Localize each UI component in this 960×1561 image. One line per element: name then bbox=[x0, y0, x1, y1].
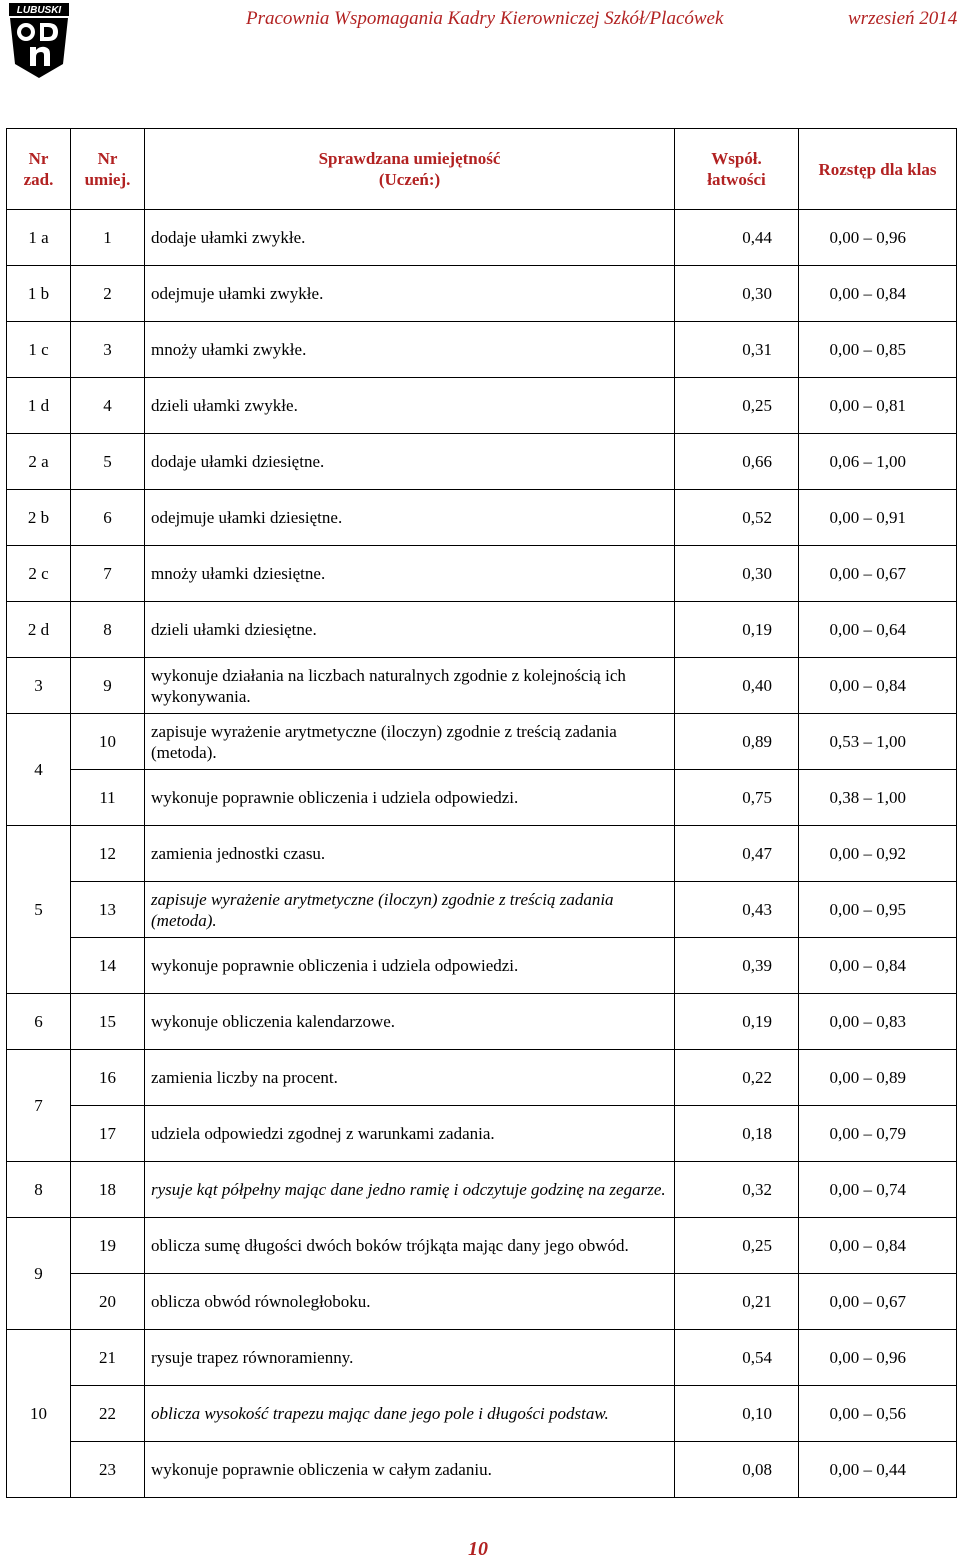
table-row: 22 oblicza wysokość trapezu mając dane jego pole i długości podstaw. 0,10 0,00 – 0,56 bbox=[7, 1386, 957, 1442]
table-row: 20 oblicza obwód równoległoboku. 0,21 0,00 – 0,67 bbox=[7, 1274, 957, 1330]
table-row: 14 wykonuje poprawnie obliczenia i udziela odpowiedzi. 0,39 0,00 – 0,84 bbox=[7, 938, 957, 994]
table-header-row bbox=[7, 129, 957, 210]
column-header-range: Rozstęp dla klas bbox=[799, 129, 957, 210]
table-row: 10 21 rysuje trapez równoramienny. 0,54 0,00 – 0,96 bbox=[7, 1330, 957, 1386]
table-row: 1 b 2 odejmuje ułamki zwykłe. 0,30 0,00 – 0,84 bbox=[7, 266, 957, 322]
table-row: 2 c 7 mnoży ułamki dziesiętne. 0,30 0,00 – 0,67 bbox=[7, 546, 957, 602]
table-row: 2 d 8 dzieli ułamki dziesiętne. 0,19 0,00 – 0,64 bbox=[7, 602, 957, 658]
table-row: 23 wykonuje poprawnie obliczenia w całym zadaniu. 0,08 0,00 – 0,44 bbox=[7, 1442, 957, 1498]
table-row: 5 12 zamienia jednostki czasu. 0,47 0,00 – 0,92 bbox=[7, 826, 957, 882]
header-title: Pracownia Wspomagania Kadry Kierowniczej Szkół/Placówek bbox=[246, 8, 724, 29]
table-row: 1 d 4 dzieli ułamki zwykłe. 0,25 0,00 – 0,81 bbox=[7, 378, 957, 434]
column-header-skill: Sprawdzana umiejętność (Uczeń:) bbox=[145, 129, 675, 210]
table-row: 1 c 3 mnoży ułamki zwykłe. 0,31 0,00 – 0,85 bbox=[7, 322, 957, 378]
table-row: 1 a 1 dodaje ułamki zwykłe. 0,44 0,00 – 0,96 bbox=[7, 210, 957, 266]
table-row: 8 18 rysuje kąt półpełny mając dane jedno ramię i odczytuje godzinę na zegarze. 0,32 0,00 – 0,74 bbox=[7, 1162, 957, 1218]
header-date: wrzesień 2014 bbox=[848, 8, 958, 29]
table-row: 3 9 wykonuje działania na liczbach naturalnych zgodnie z kolejnością ich wykonywania. 0,40 0,00 – 0,84 bbox=[7, 658, 957, 714]
column-header-task: Nr zad. bbox=[7, 129, 71, 210]
table-row: 17 udziela odpowiedzi zgodnej z warunkami zadania. 0,18 0,00 – 0,79 bbox=[7, 1106, 957, 1162]
page-header bbox=[0, 0, 960, 80]
table-row: 7 16 zamienia liczby na procent. 0,22 0,00 – 0,89 bbox=[7, 1050, 957, 1106]
logo-text: LUBUSKI bbox=[16, 5, 62, 16]
column-header-coefficient: Współ. łatwości bbox=[675, 129, 799, 210]
table-row: 2 a 5 dodaje ułamki dziesiętne. 0,66 0,06 – 1,00 bbox=[7, 434, 957, 490]
results-table bbox=[6, 128, 957, 1498]
table-row: 6 15 wykonuje obliczenia kalendarzowe. 0,19 0,00 – 0,83 bbox=[7, 994, 957, 1050]
column-header-skill-number: Nr umiej. bbox=[71, 129, 145, 210]
table-row: 13 zapisuje wyrażenie arytmetyczne (iloczyn) zgodnie z treścią zadania (metoda). 0,43 0,00 – 0,95 bbox=[7, 882, 957, 938]
table-row: 4 10 zapisuje wyrażenie arytmetyczne (iloczyn) zgodnie z treścią zadania (metoda). 0,89 0,53 – 1,00 bbox=[7, 714, 957, 770]
page-number: 10 bbox=[468, 1538, 488, 1560]
table-row: 2 b 6 odejmuje ułamki dziesiętne. 0,52 0,00 – 0,91 bbox=[7, 490, 957, 546]
lubuski-odn-logo-icon bbox=[8, 2, 70, 80]
table-row: 9 19 oblicza sumę długości dwóch boków trójkąta mając dany jego obwód. 0,25 0,00 – 0,84 bbox=[7, 1218, 957, 1274]
table-row: 11 wykonuje poprawnie obliczenia i udziela odpowiedzi. 0,75 0,38 – 1,00 bbox=[7, 770, 957, 826]
